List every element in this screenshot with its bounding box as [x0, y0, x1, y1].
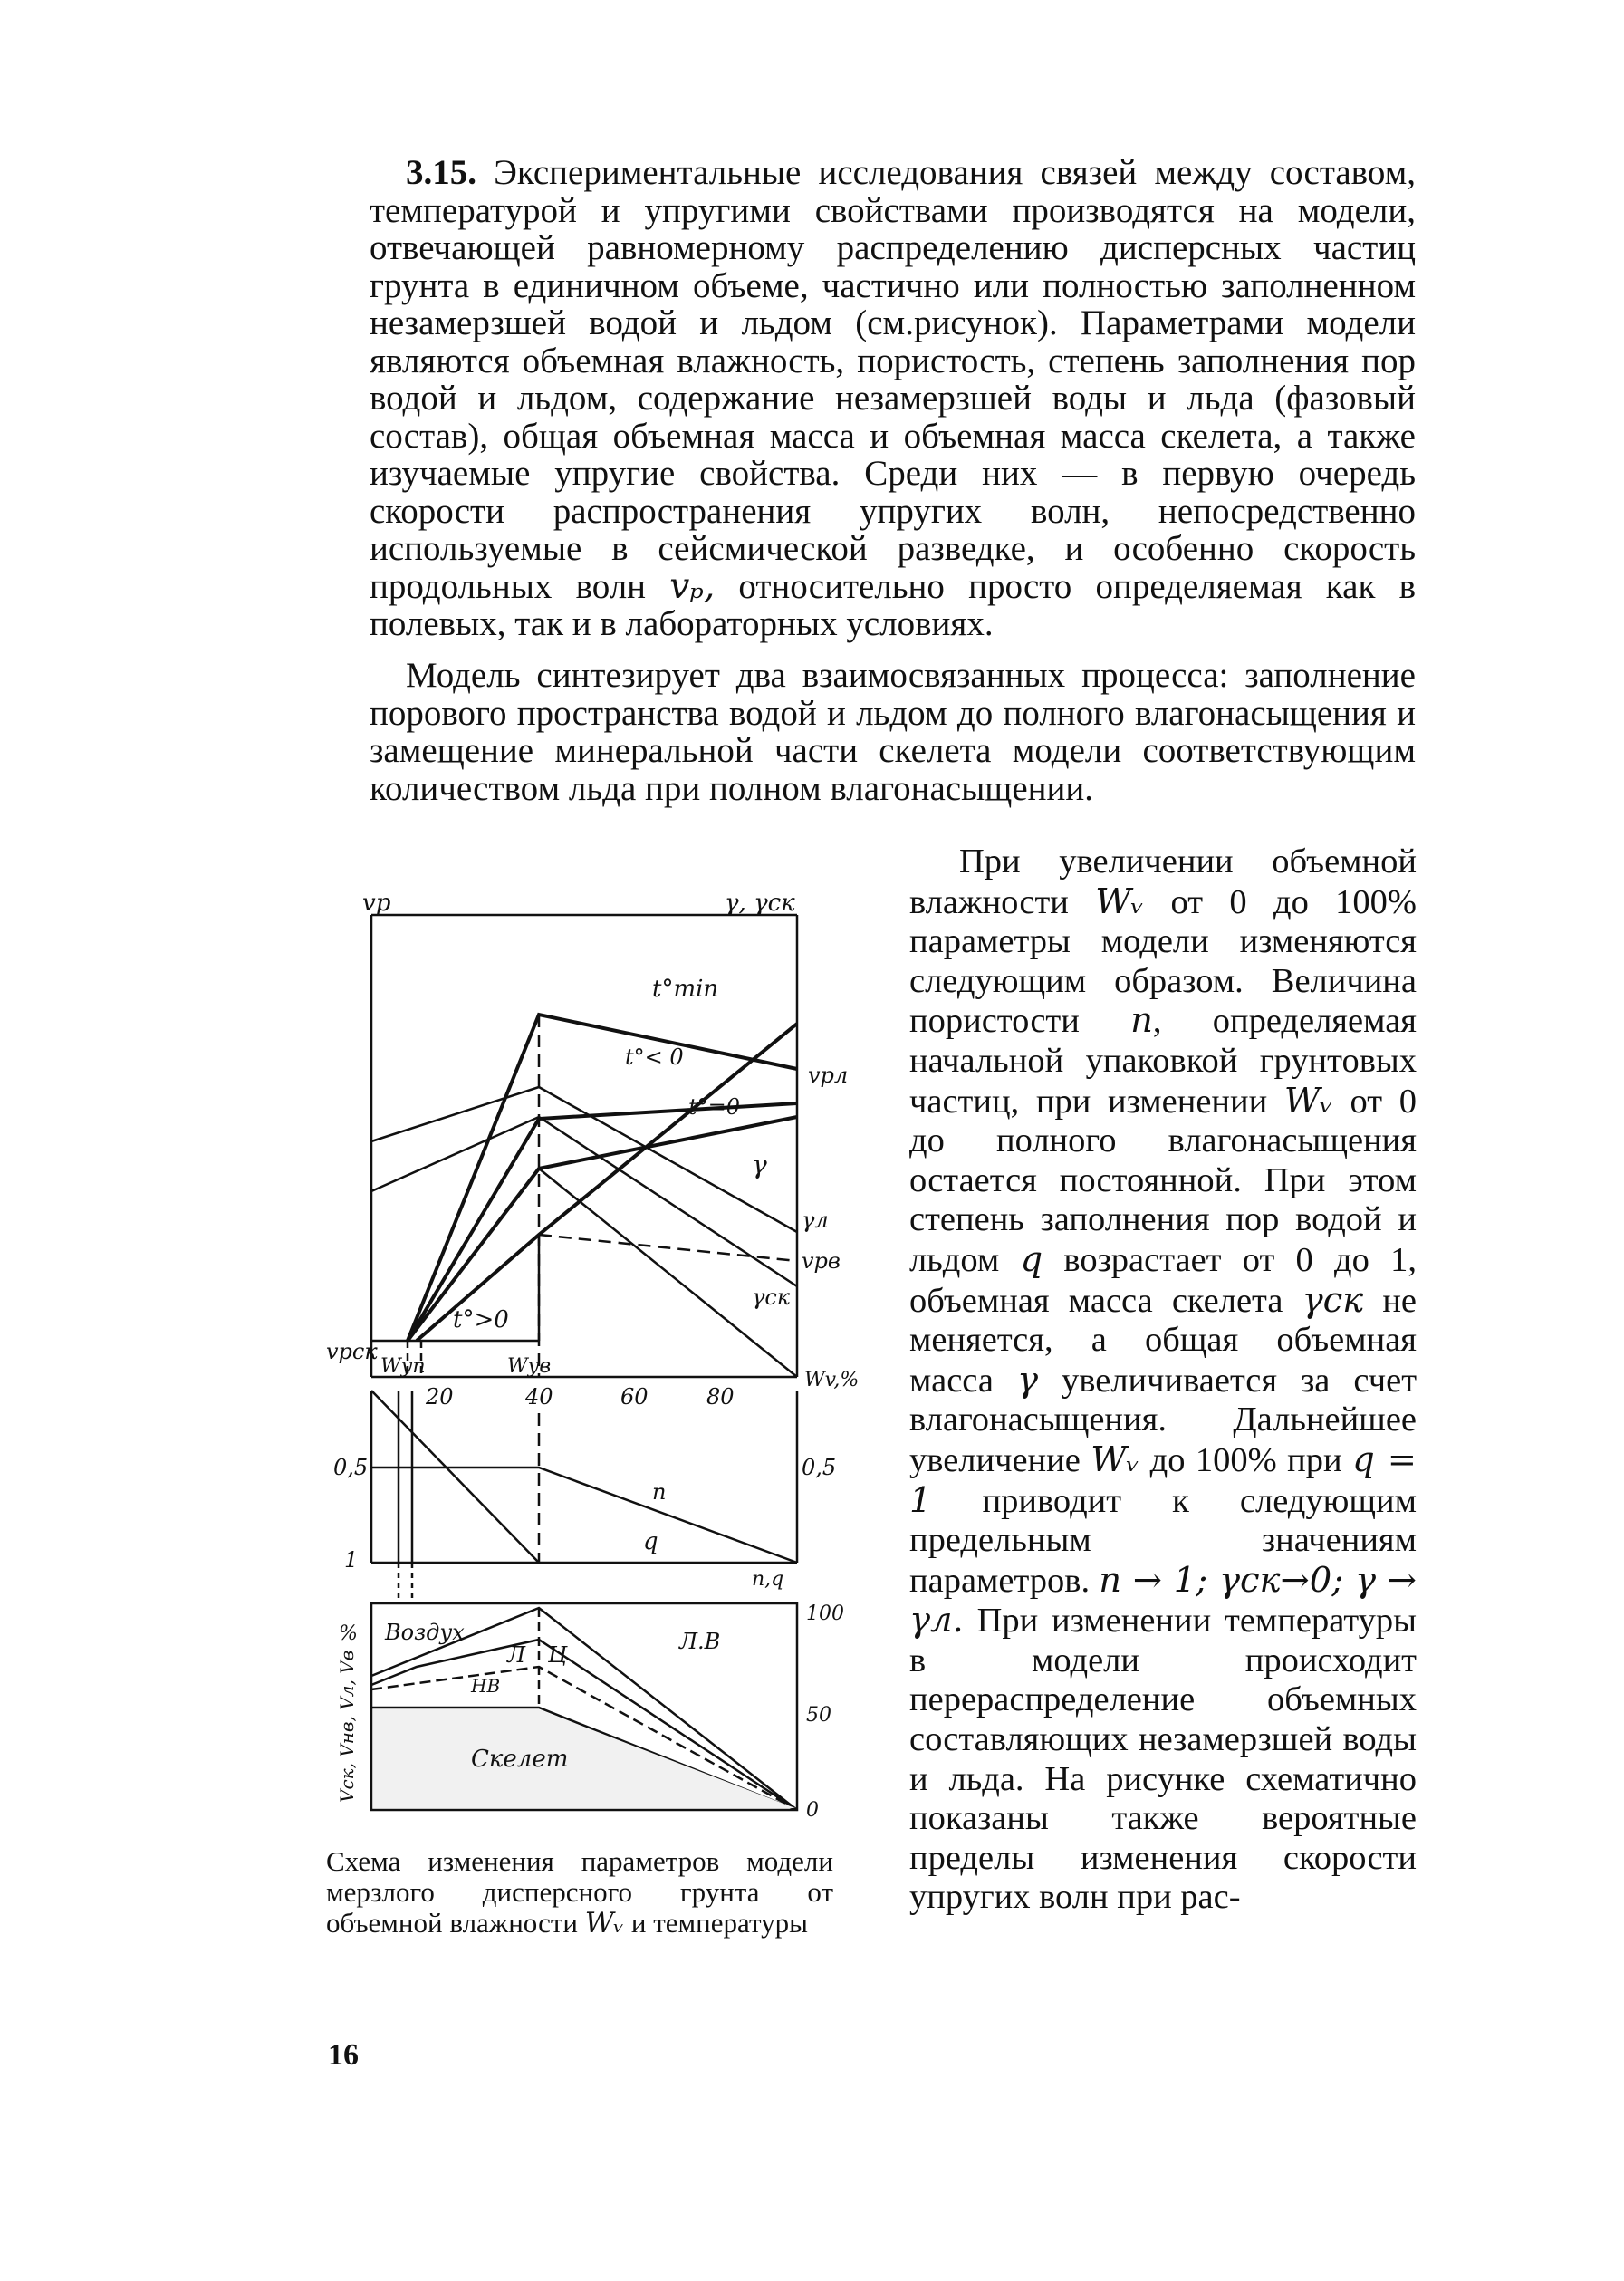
label-w-yv: Wув [507, 1355, 552, 1378]
section-number: 3.15. [406, 153, 476, 192]
velocity-density-chart [371, 915, 797, 1377]
label-t-eq0: t°=0 [688, 1094, 741, 1120]
x-tick-80: 80 [706, 1384, 735, 1410]
p3-text-1: При увеличении объемной влажности [909, 842, 1417, 921]
label-gamma: γ [752, 1150, 767, 1179]
p3-text-9: приводит к следующим предельным значениям параметров. [909, 1481, 1417, 1600]
label-gamma-l: γл [802, 1208, 829, 1233]
label-right-100: 100 [806, 1602, 844, 1625]
p3-text-7: увеличивается за счет влагонасыщения. Дальнейшее увеличение [909, 1361, 1417, 1479]
label-vp-l: vpл [808, 1063, 849, 1088]
p3-symbol-gamma: γ [1016, 1359, 1038, 1400]
label-gamma-sk: γск [752, 1285, 791, 1310]
label-ice-c: Ц [548, 1642, 567, 1668]
label-air: Воздух [385, 1620, 465, 1645]
caption-symbol: Wᵥ [584, 1907, 625, 1939]
page-number: 16 [328, 2038, 359, 2072]
label-right-0: 0 [806, 1799, 819, 1822]
p3-symbol-wv: Wᵥ [1095, 881, 1145, 922]
p3-text-6: не меняется, а общая объемная масса [909, 1281, 1417, 1400]
label-vp: vp [362, 890, 391, 917]
porosity-saturation-chart [371, 1391, 797, 1563]
p3-text-5: возрастает от 0 до 1, объемная масса скелета [909, 1240, 1417, 1320]
figure [326, 888, 888, 1830]
label-ice: Л [507, 1642, 526, 1668]
x-tick-60: 60 [620, 1384, 649, 1410]
p3-text-10: При изменении температуры в модели происходит перераспределение объемных составляющих незамерзшей воды и льда. На рисунке схематично показаны также вероятные пределы изменения скорости упругих волн при рас- [909, 1602, 1417, 1917]
p3-text-4: от 0 до полного влагонасыщения остается постоянной. При этом степень заполнения пор водой и льдом [909, 1082, 1417, 1279]
caption-text: Схема изменения параметров модели мерзлого дисперсного грунта от объемной влажности [326, 1845, 833, 1939]
paragraph-1 [370, 154, 1416, 643]
p3-text-2: от 0 до 100% параметры модели изменяются следующим образом. Величина пористости [909, 882, 1417, 1041]
label-lv: Л.В [679, 1629, 721, 1654]
paragraph-1-symbol: vₚ, [669, 565, 716, 607]
label-pct: % [339, 1622, 358, 1645]
paragraph-3 [909, 842, 1417, 1918]
p3-symbol-wv-3: Wᵥ [1091, 1439, 1140, 1480]
label-vp-sk: vpск [326, 1339, 378, 1364]
caption-end: и температуры [630, 1907, 808, 1939]
p3-symbol-q: q [1020, 1238, 1043, 1280]
label-left-05: 0,5 [333, 1455, 369, 1480]
p3-symbol-limits: n → 1; γск→0; γ → γл. [909, 1559, 1417, 1641]
label-skeleton: Скелет [471, 1746, 569, 1773]
p3-symbol-wv-2: Wᵥ [1283, 1080, 1333, 1121]
x-tick-40: 40 [525, 1384, 553, 1410]
paragraph-1-text: Экспериментальные исследования связей между составом, температурой и упругими свойствами производятся на модели, отвечающей равномерному распределению дисперсных частиц грунта в единичном объеме, частично или полностью заполненном незамерзшей водой и льдом (см.рисунок). Параметрами модели являются объемная влажность, пористость, степень заполнения пор водой и льдом, содержание незамерзшей воды и льда (фазовый состав), общая объемная масса и объемная масса скелета, а также изучаемые упругие свойства. Среди них — в первую очередь скорости распространения упругих волн, непосредственно используемые в сейсмической разведке, и особенно скорость продольных волн [370, 153, 1417, 606]
label-n: n [652, 1479, 667, 1505]
label-t-min: t°min [652, 976, 719, 1003]
figure-caption [326, 1846, 833, 1939]
label-nq: n,q [752, 1568, 784, 1591]
p3-symbol-n: n [1130, 1000, 1153, 1042]
p3-text-3: , определяемая начальной упаковкой грунтовых частиц, при изменении [909, 1002, 1417, 1121]
label-t-gt0: t°>0 [453, 1306, 509, 1333]
label-nv: НВ [471, 1675, 501, 1697]
label-vp-b: vpв [802, 1248, 841, 1274]
label-t-lt0: t°< 0 [625, 1044, 684, 1070]
label-wv-pct: Wv,% [804, 1369, 860, 1391]
paragraph-2: Модель синтезирует два взаимосвязанных процесса: заполнение порового пространства водой и льдом до полного влагонасыщения и замещение минеральной части скелета модели соответствующим количеством льда при полном влагонасыщении. [370, 656, 1416, 808]
model-diagram [326, 888, 888, 1830]
label-q: q [643, 1528, 658, 1555]
label-right-50: 50 [806, 1704, 831, 1727]
p3-text-8: до 100% при [1149, 1440, 1342, 1479]
label-left-1: 1 [344, 1547, 359, 1573]
x-tick-20: 20 [426, 1384, 454, 1410]
label-right-05: 0,5 [802, 1455, 837, 1480]
label-w-yn: Wуп [380, 1355, 426, 1378]
p3-symbol-q-eq: q = 1 [909, 1439, 1417, 1521]
p3-symbol-gamma-sk: γск [1302, 1279, 1364, 1321]
label-volume-axis: Vск, Vнв, Vл, Vв [336, 1650, 358, 1803]
paragraph-1-end: относительно просто определяемая как в полевых, так и в лабораторных условиях. [370, 566, 1416, 643]
label-gamma-top: γ, γск [725, 890, 795, 917]
